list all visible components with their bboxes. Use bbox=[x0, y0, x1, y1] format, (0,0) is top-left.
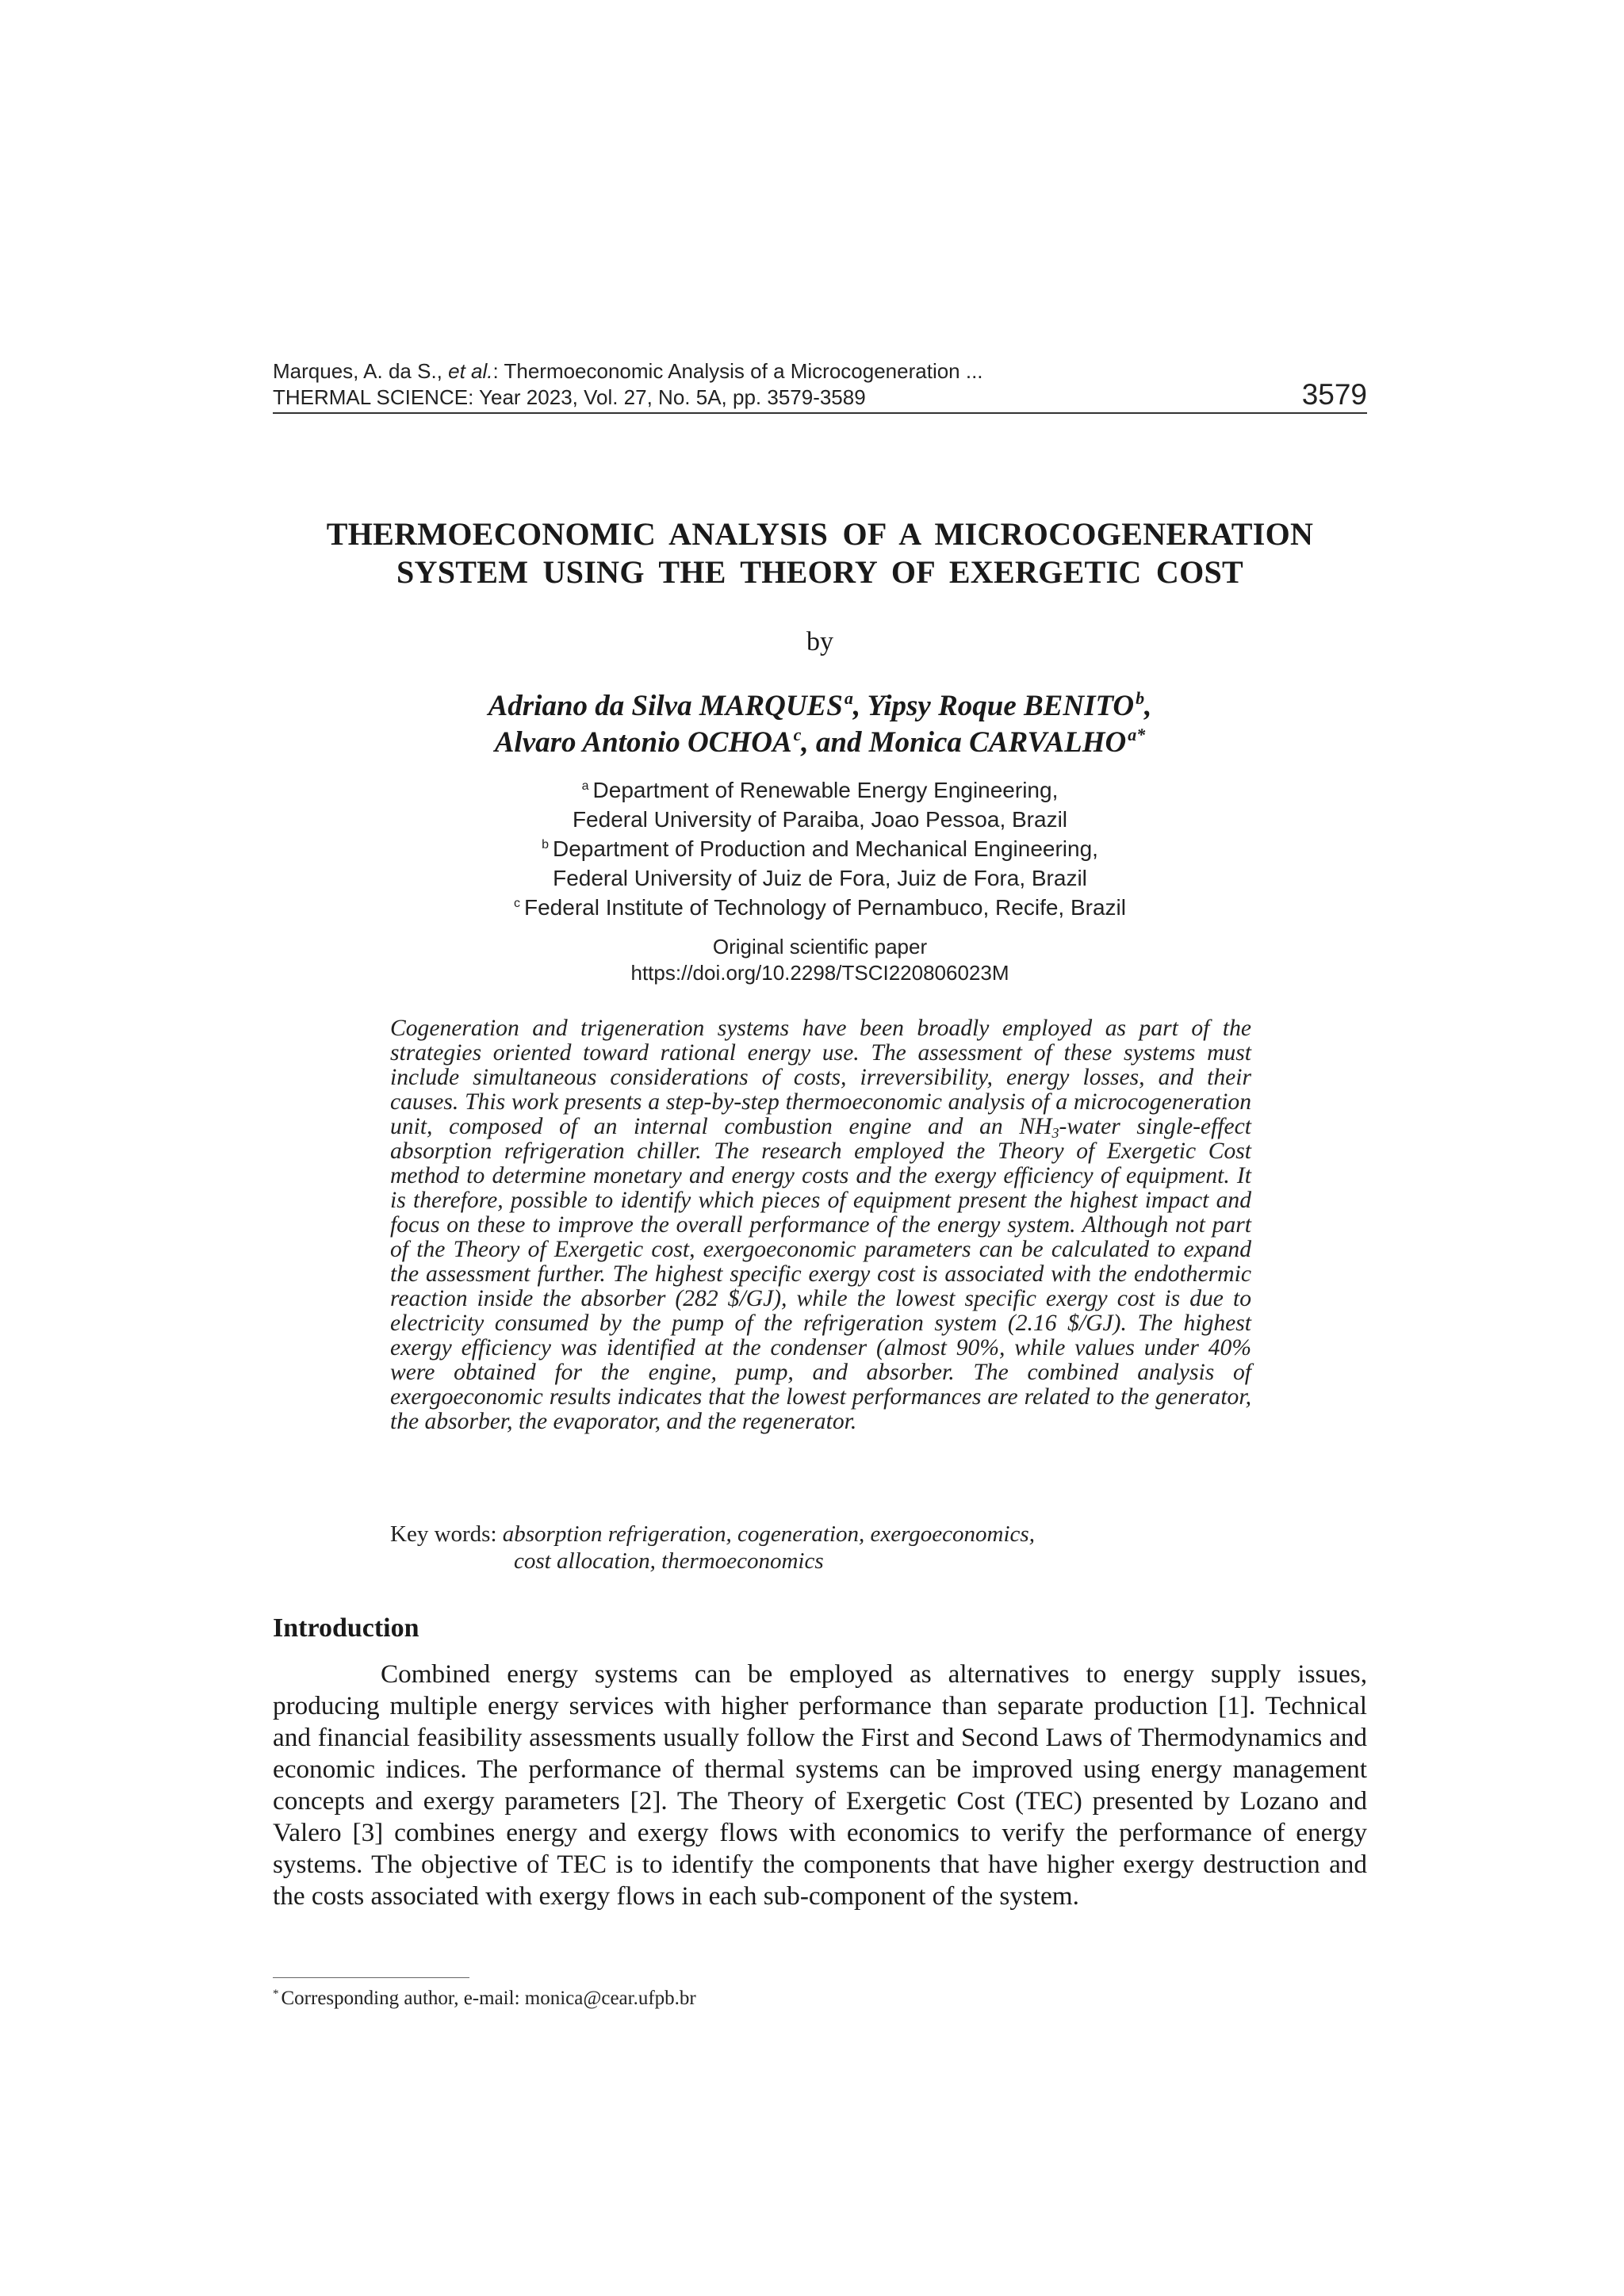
affiliation-line: Federal University of Juiz de Fora, Juiz de Fora, Brazil bbox=[553, 866, 1087, 890]
introduction-body bbox=[273, 1659, 1367, 1912]
introduction-paragraph: Combined energy systems can be employed as alternatives to energy supply issues, producing multiple energy services with higher performance than separate production [1]. Technical and financial feasibility assessments usually follow the First and Second Laws of Thermodynamics and economic indices. The performance of thermal systems can be improved using energy management concepts and exergy parameters [2]. The Theory of Exergetic Cost (TEC) presented by Lozano and Valero [3] combines energy and exergy flows with economics to verify the performance of energy systems. The objective of TEC is to identify the components that have higher exergy destruction and the costs associated with exergy flows in each sub-component of the system. bbox=[273, 1659, 1367, 1911]
author-line-2: Alvaro Antonio OCHOA$^c$, and Monica $CARVALHO^{a*}$ bbox=[494, 725, 1146, 759]
author-line-1: Adriano da Silva MARQUES$^a$, Yipsy Roque BENITO$^b$, bbox=[488, 688, 1152, 722]
running-header-journal: THERMAL SCIENCE: Year 2023, Vol. 27, No. 5A, pp. 3579-3589 bbox=[273, 385, 866, 409]
affiliation-line: $^b$ Department of Production and Mechanical Engineering, bbox=[542, 836, 1098, 861]
affiliation-list bbox=[273, 775, 1367, 922]
abstract-text: Cogeneration and trigeneration systems have been broadly employed as part of the strategies oriented toward rational energy use. The assessment of these systems must include simultaneous considerations of costs, irreversibility, energy losses, and their causes. This work presents a step-by-step thermoeconomic analysis of a microcogeneration unit, composed of an internal combustion engine and an $NH_3$-water single-effect absorption refrigeration chiller. The research employed the Theory of Exergetic Cost method to determine monetary and energy costs and the exergy efficiency of equipment. It is therefore, possible to identify which pieces of equipment present the highest impact and focus on these to improve the overall performance of the energy system. Although not part of the Theory of Exergetic cost, exergoeconomic parameters can be calculated to expand the assessment further. The highest specific exergy cost is associated with the endothermic reaction inside the absorber (282 $/GJ), while the lowest specific exergy cost is due to electricity consumed by the pump of the refrigeration system (2.16 $/GJ). The highest exergy efficiency was identified at the condenser (almost 90%, while values under 40% were obtained for the engine, pump, and absorber. The combined analysis of exergoeconomic results indicates that the lowest performances are related to the generator, the absorber, the evaporator, and the regenerator. bbox=[390, 1016, 1252, 1434]
header-rule bbox=[273, 412, 1367, 414]
footnote bbox=[273, 1987, 696, 2011]
footnote-marker: * bbox=[273, 1988, 279, 2000]
footnote-rule bbox=[273, 1977, 469, 1978]
affiliation-line: $^a$ Department of Renewable Energy Engineering, bbox=[581, 778, 1059, 802]
paper-title bbox=[273, 515, 1367, 591]
author-list bbox=[273, 688, 1367, 761]
paper-meta bbox=[273, 934, 1367, 986]
by-label: by bbox=[806, 627, 833, 656]
abstract bbox=[390, 1016, 1251, 1434]
author-name: Alvaro Antonio OCHOA bbox=[494, 726, 792, 759]
author-name: Yipsy Roque BENITO bbox=[867, 690, 1135, 722]
paper-type: Original scientific paper bbox=[712, 935, 928, 959]
affiliation-marker: a bbox=[844, 688, 853, 708]
running-header bbox=[273, 358, 1367, 411]
doi-link[interactable]: https://doi.org/10.2298/TSCI220806023M bbox=[630, 961, 1009, 985]
keywords bbox=[390, 1521, 1251, 1575]
keywords-line-2: cost allocation, thermoeconomics bbox=[514, 1548, 824, 1574]
section-heading-introduction: Introduction bbox=[273, 1613, 419, 1643]
affiliation-marker: c bbox=[793, 725, 802, 744]
paper-title-line-2: SYSTEM USING THE THEORY OF EXERGETIC COST bbox=[396, 554, 1244, 590]
author-name: Monica CARVALHO bbox=[868, 726, 1127, 759]
paper-title-line-1: THERMOECONOMIC ANALYSIS OF A MICROCOGENERATION bbox=[326, 516, 1314, 552]
running-header-citation: Marques, A. da S., et al.: Thermoeconomic Analysis of a Microcogeneration ... bbox=[273, 359, 983, 383]
affiliation-marker: b bbox=[1136, 688, 1145, 708]
keywords-line-1: absorption refrigeration, cogeneration, exergoeconomics, bbox=[502, 1521, 1035, 1547]
affiliation-marker: a* bbox=[1128, 725, 1146, 744]
footnote-text: Corresponding author, e-mail: monica@cear.ufpb.br bbox=[281, 1988, 696, 2009]
affiliation-line: $^c$ Federal Institute of Technology of Pernambuco, Recife, Brazil bbox=[514, 895, 1126, 920]
affiliation-line: Federal University of Paraiba, Joao Pessoa, Brazil bbox=[572, 807, 1068, 832]
page-number: 3579 bbox=[1301, 378, 1367, 411]
author-name: Adriano da Silva MARQUES bbox=[488, 690, 843, 722]
keywords-label: Key words: bbox=[390, 1521, 503, 1547]
